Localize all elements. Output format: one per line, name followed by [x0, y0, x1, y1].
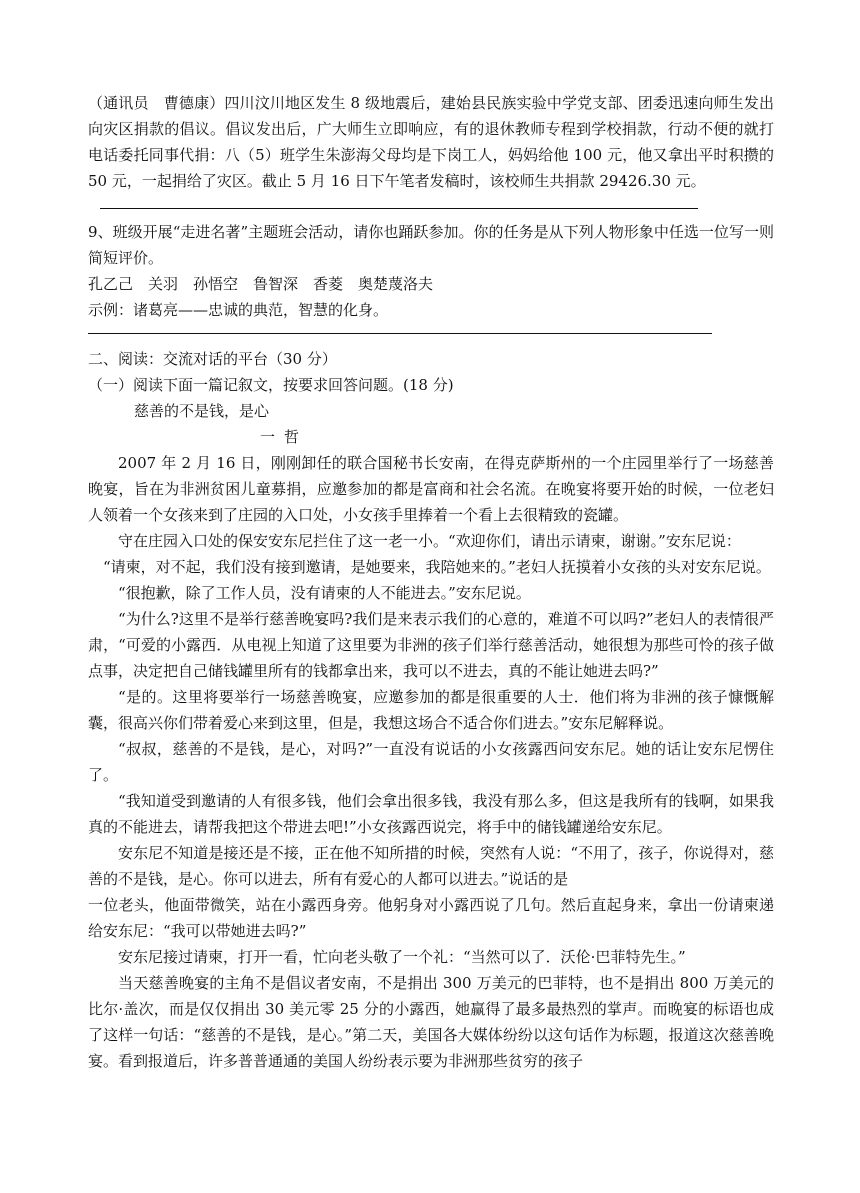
- answer-line-8: [100, 208, 698, 209]
- article-paragraph: “我知道受到邀请的人有很多钱，他们会拿出很多钱，我没有那么多，但这是我所有的钱啊，如果我真的不能进去，请帮我把这个带进去吧!”小女孩露西说完，将手中的储钱罐递给安东尼。: [88, 792, 774, 836]
- article-paragraph: 2007 年 2 月 16 日，刚刚卸任的联合国秘书长安南，在得克萨斯州的一个庄园里举行了一场慈善晚宴，旨在为非洲贫困儿童募捐，应邀参加的都是富商和社会名流。在晚宴将要开始的时候，一位老妇人领着一个女孩来到了庄园的入口处，小女孩手里捧着一个看上去很精致的瓷罐。: [88, 454, 774, 524]
- exam-page: [88, 90, 774, 1074]
- article-paragraph: 安东尼接过请柬，打开一看，忙向老头敬了一个礼：“当然可以了．沃伦·巴菲特先生。”: [118, 948, 686, 966]
- article-author: 一哲: [260, 428, 309, 446]
- article-paragraph: “很抱歉，除了工作人员，没有请柬的人不能进去。”安东尼说。: [118, 584, 531, 602]
- article-paragraph: 当天慈善晚宴的主角不是倡议者安南，不是捐出 300 万美元的巴菲特，也不是捐出 800 万美元的比尔·盖次，而是仅仅捐出 30 美元零 25 分的小露西，她赢得了最多最热烈的掌声。而晚宴的标语也成了这样一句话：“慈善的不是钱，是心。”第二天，美国各大媒体纷纷以这句话作为标题，报道这次慈善晚宴。看到报道后，许多普普通通的美国人纷纷表示要为非洲那些贫穷的孩子: [88, 974, 774, 1070]
- article-paragraph: 安东尼不知道是接还是不接，正在他不知所措的时候，突然有人说：“不用了，孩子，你说得对，慈善的不是钱，是心。你可以进去，所有有爱心的人都可以进去。”说话的是: [88, 844, 774, 888]
- article-paragraph: “为什么?这里不是举行慈善晚宴吗?我们是来表示我们的心意的，难道不可以吗?”老妇人的表情很严肃，“可爱的小露西．从电视上知道了这里要为非洲的孩子们举行慈善活动，她很想为那些可怜的孩子做点事，决定把自己储钱罐里所有的钱都拿出来，我可以不进去，真的不能让她进去吗?”: [88, 610, 774, 680]
- question-9-example: 示例：诸葛亮——忠诚的典范，智慧的化身。: [88, 301, 389, 319]
- article-paragraph: “叔叔，慈善的不是钱，是心，对吗?”一直没有说话的小女孩露西问安东尼。她的话让安东尼愣住了。: [88, 740, 774, 784]
- article-title: 慈善的不是钱，是心: [134, 402, 270, 420]
- article-paragraph: 一位老头，他面带微笑，站在小露西身旁。他躬身对小露西说了几句。然后直起身来，拿出一份请柬递给安东尼：“我可以带她进去吗?”: [88, 896, 774, 940]
- article-paragraph: “是的。这里将要举行一场慈善晚宴，应邀参加的都是很重要的人士．他们将为非洲的孩子慷慨解囊，很高兴你们带着爱心来到这里，但是，我想这场合不适合你们进去。”安东尼解释说。: [88, 688, 774, 732]
- article-paragraph: 守在庄园入口处的保安安东尼拦住了这一老一小。“欢迎你们，请出示请柬，谢谢。”安东尼说：: [118, 532, 741, 550]
- question-9-names: 孔乙己 关羽 孙悟空 鲁智深 香菱 奥楚蔑洛夫: [88, 275, 434, 293]
- news-paragraph: （通讯员 曹德康）四川汶川地区发生 8 级地震后，建始县民族实验中学党支部、团委迅速向师生发出向灾区捐款的倡议。倡议发出后，广大师生立即响应，有的退休教师专程到学校捐款，行动不便的就打电话委托同事代捐：八（5）班学生朱澎海父母均是下岗工人，妈妈给他 100 元，他又拿出平时积攒的 50 元，一起捐给了灾区。截止 5 月 16 日下午笔者发稿时，该校师生共捐款 29426.30 元。: [88, 94, 774, 190]
- part-1-instruction: （一）阅读下面一篇记叙文，按要求回答问题。(18 分): [88, 376, 454, 394]
- question-9-prompt: 9、班级开展“走进名著”主题班会活动，请你也踊跃参加。你的任务是从下列人物形象中任选一位写一则简短评价。: [88, 223, 774, 267]
- answer-line-9: [88, 333, 712, 334]
- article-paragraph: “请柬，对不起，我们没有接到邀请，是她要来，我陪她来的。”老妇人抚摸着小女孩的头对安东尼说。: [103, 558, 771, 576]
- section-2-heading: 二、阅读：交流对话的平台（30 分）: [88, 350, 337, 368]
